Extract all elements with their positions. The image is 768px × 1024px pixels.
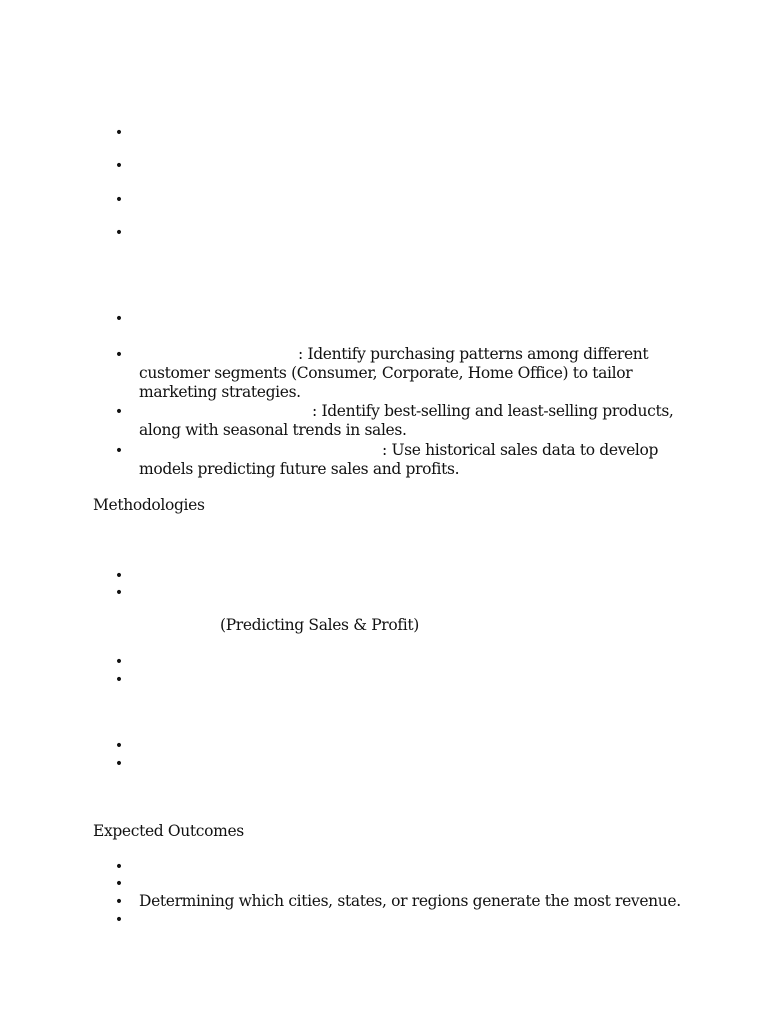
list-bullet: •: [114, 311, 124, 327]
section-heading-expected-outcomes: Expected Outcomes: [93, 822, 244, 840]
list-item-text: customer segments (Consumer, Corporate, Home Office) to tailor: [139, 364, 633, 382]
list-item-text: : Use historical sales data to develop: [382, 441, 659, 459]
list-item-text: marketing strategies.: [139, 383, 301, 401]
list-bullet: •: [114, 125, 124, 141]
list-bullet: •: [114, 672, 124, 688]
list-bullet: •: [114, 192, 124, 208]
list-bullet: •: [114, 654, 124, 670]
list-bullet: •: [114, 738, 124, 754]
list-item-text: models predicting future sales and profits.: [139, 460, 460, 478]
list-bullet: •: [114, 443, 124, 459]
list-bullet: •: [114, 568, 124, 584]
subheading-suffix: (Predicting Sales & Profit): [220, 616, 419, 634]
list-item-text: : Identify purchasing patterns among different: [298, 345, 649, 363]
list-item-text: : Identify best-selling and least-selling products,: [312, 402, 674, 420]
list-bullet: •: [114, 894, 124, 910]
section-heading-methodologies: Methodologies: [93, 496, 205, 514]
list-bullet: •: [114, 912, 124, 928]
list-bullet: •: [114, 404, 124, 420]
list-bullet: •: [114, 585, 124, 601]
list-bullet: •: [114, 859, 124, 875]
list-item-text: Determining which cities, states, or regions generate the most revenue.: [139, 892, 681, 910]
list-bullet: •: [114, 158, 124, 174]
list-bullet: •: [114, 756, 124, 772]
list-item-text: along with seasonal trends in sales.: [139, 421, 407, 439]
list-bullet: •: [114, 225, 124, 241]
list-bullet: •: [114, 347, 124, 363]
list-bullet: •: [114, 876, 124, 892]
